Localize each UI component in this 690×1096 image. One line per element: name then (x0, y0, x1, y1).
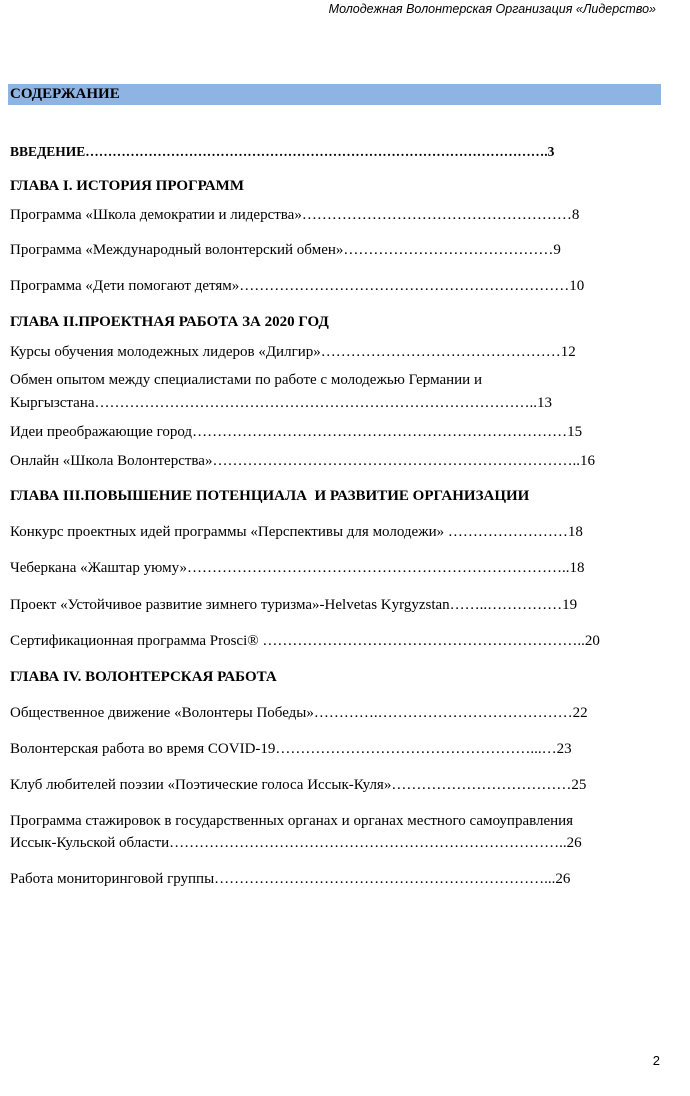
toc-entry: Обмен опытом между специалистами по работе с молодежью Германии и (10, 372, 482, 388)
toc-entry: Общественное движение «Волонтеры Победы»………….…………………………………22 (10, 705, 588, 721)
toc-entry: Проект «Устойчивое развитие зимнего туризма»-Helvetas Kyrgyzstan……..……………19 (10, 597, 578, 613)
page-number: 2 (652, 1053, 660, 1068)
document-header: Молодежная Волонтерская Организация «Лидерство» (328, 2, 656, 16)
toc-entry: Онлайн «Школа Волонтерства»………………………………………………………………..16 (10, 453, 595, 469)
toc-entry: Курсы обучения молодежных лидеров «Дилгир»…………………………………………12 (10, 344, 576, 360)
toc-entry: Волонтерская работа во время COVID-19……………………………………………...…23 (10, 741, 572, 757)
toc-chapter-4: ГЛАВА IV. ВОЛОНТЕРСКАЯ РАБОТА (10, 669, 277, 685)
toc-entry: Работа мониторинговой группы…………………………………………………………...26 (10, 871, 571, 887)
toc-entry: Программа «Школа демократии и лидерства»………………………………………………8 (10, 207, 580, 223)
contents-heading: СОДЕРЖАНИЕ (8, 84, 661, 105)
toc-entry-introduction: ВВЕДЕНИЕ………………………………………………………………………………………….3 (10, 144, 555, 159)
toc-entry-continuation: Иссык-Кульской области……………………………………………………………………..26 (10, 835, 582, 851)
toc-chapter-2: ГЛАВА II.ПРОЕКТНАЯ РАБОТА ЗА 2020 ГОД (10, 314, 329, 330)
toc-entry: Сертификационная программа Prosci® ………………………………………………………..20 (10, 633, 600, 649)
toc-entry: Программа «Дети помогают детям»…………………………………………………………10 (10, 278, 585, 294)
toc-entry: Конкурс проектных идей программы «Перспективы для молодежи» ……………………18 (10, 524, 583, 540)
toc-entry: Программа стажировок в государственных органах и органах местного самоуправления (10, 813, 574, 829)
toc-chapter-3: ГЛАВА III.ПОВЫШЕНИЕ ПОТЕНЦИАЛА И РАЗВИТИЕ ОРГАНИЗАЦИИ (10, 488, 530, 504)
toc-entry: Идеи преображающие город…………………………………………………………………15 (10, 424, 583, 440)
toc-entry: Программа «Международный волонтерский обмен»……………………………………9 (10, 242, 561, 258)
toc-entry: Чеберкана «Жаштар уюму»…………………………………………………………………..18 (10, 560, 585, 576)
toc-entry-continuation: Кыргызстана……………………………………………………………………………..13 (10, 395, 552, 411)
toc-entry: Клуб любителей поэзии «Поэтические голоса Иссык-Куля»………………………………25 (10, 777, 587, 793)
toc-chapter-1: ГЛАВА I. ИСТОРИЯ ПРОГРАММ (10, 178, 245, 194)
